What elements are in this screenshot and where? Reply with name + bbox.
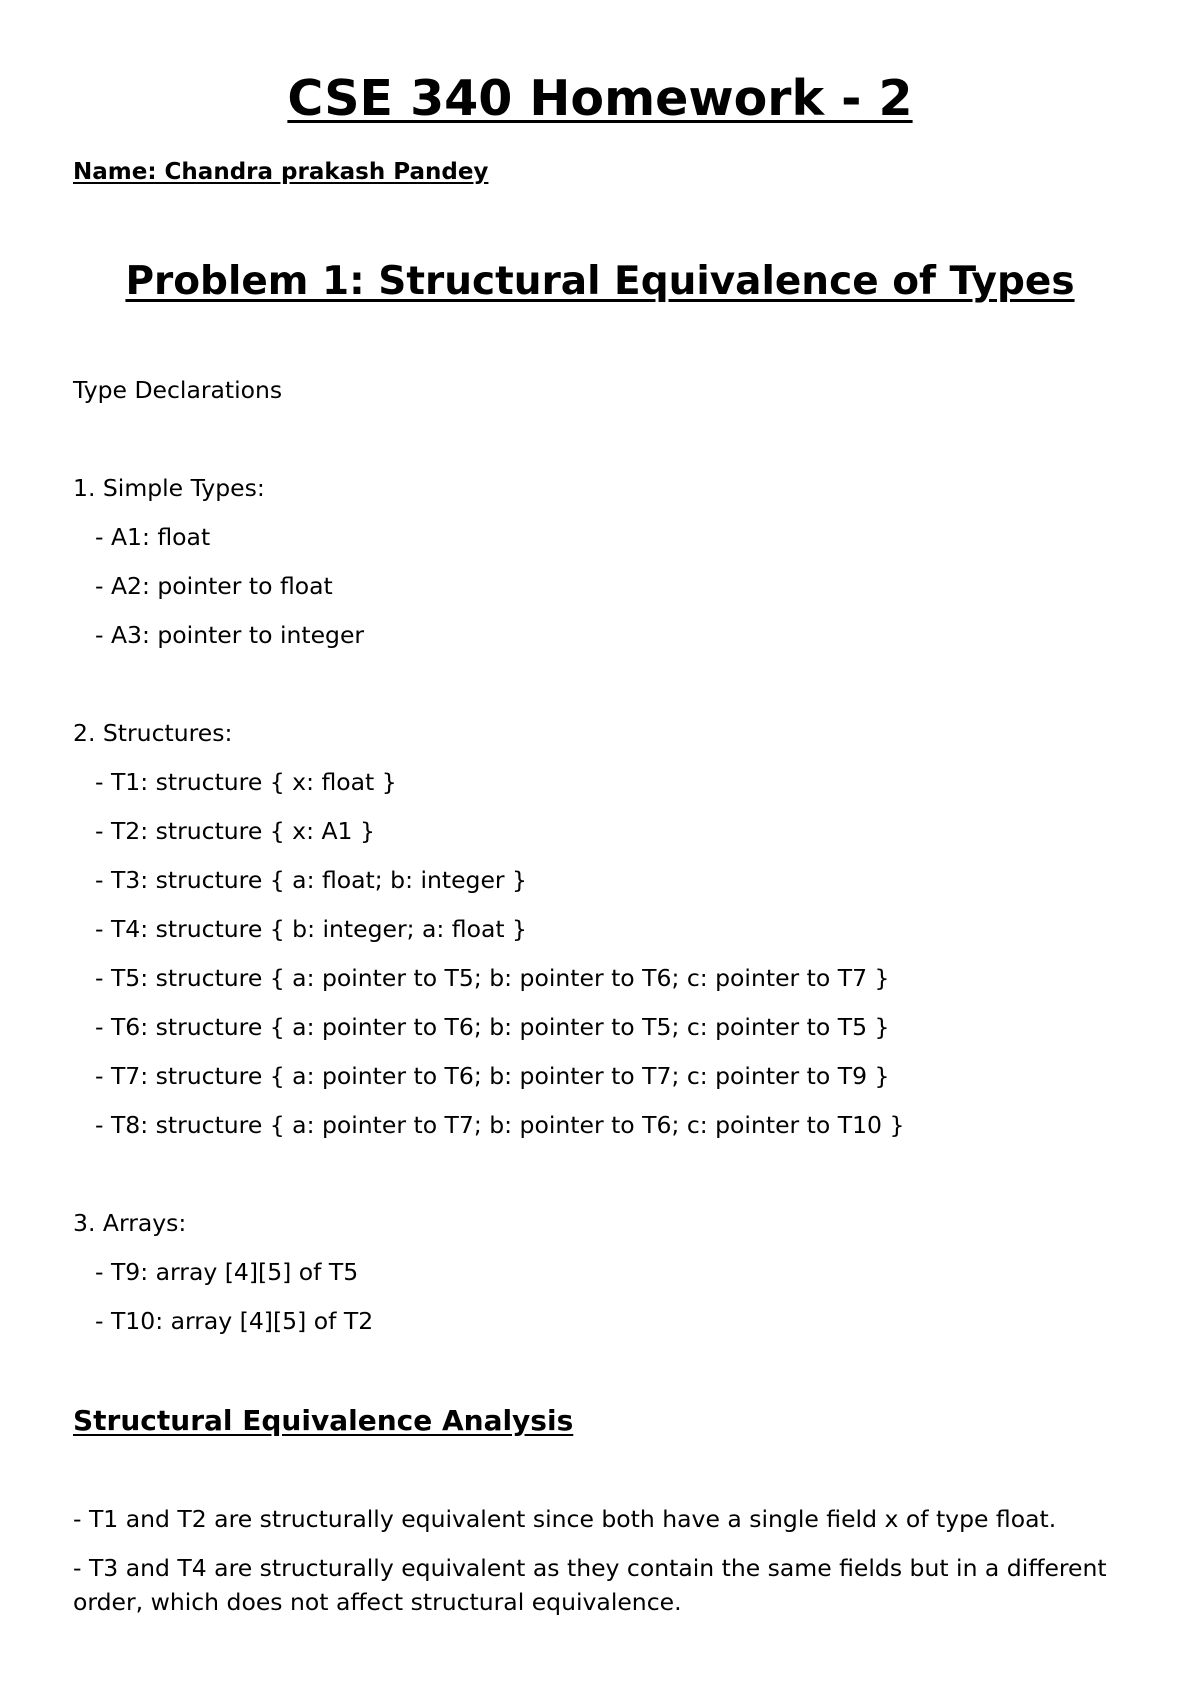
- list-item: - T5: structure { a: pointer to T5; b: pointer to T6; c: pointer to T7 }: [95, 964, 890, 992]
- list-item: - A1: float: [95, 523, 211, 551]
- analysis-paragraph: - T3 and T4 are structurally equivalent as they contain the same fields but in a different order, which does not affect structural equivalence.: [73, 1554, 1107, 1616]
- list-item: - T10: array [4][5] of T2: [95, 1307, 374, 1335]
- list-item: - T3: structure { a: float; b: integer }: [95, 866, 528, 894]
- analysis-paragraph: - T1 and T2 are structurally equivalent since both have a single field x of type float.: [73, 1505, 1057, 1533]
- list-item: - A3: pointer to integer: [95, 621, 365, 649]
- list-item: - T2: structure { x: A1 }: [95, 817, 375, 845]
- list-item: - T9: array [4][5] of T5: [95, 1258, 359, 1286]
- list-item: - T8: structure { a: pointer to T7; b: pointer to T6; c: pointer to T10 }: [95, 1111, 905, 1139]
- problem-heading: Problem 1: Structural Equivalence of Types: [125, 259, 1075, 304]
- document-title: CSE 340 Homework - 2: [287, 70, 913, 127]
- list-item: - T6: structure { a: pointer to T6; b: pointer to T5; c: pointer to T5 }: [95, 1013, 890, 1041]
- section-heading-simple-types: 1. Simple Types:: [73, 474, 265, 502]
- list-item: - T1: structure { x: float }: [95, 768, 397, 796]
- list-item: - A2: pointer to float: [95, 572, 333, 600]
- declarations-label: Type Declarations: [73, 376, 283, 404]
- section-heading-structures: 2. Structures:: [73, 719, 233, 747]
- list-item: - T4: structure { b: integer; a: float }: [95, 915, 528, 943]
- author-name: Name: Chandra prakash Pandey: [73, 159, 489, 185]
- list-item: - T7: structure { a: pointer to T6; b: pointer to T7; c: pointer to T9 }: [95, 1062, 890, 1090]
- analysis-heading: Structural Equivalence Analysis: [73, 1404, 574, 1437]
- section-heading-arrays: 3. Arrays:: [73, 1209, 187, 1237]
